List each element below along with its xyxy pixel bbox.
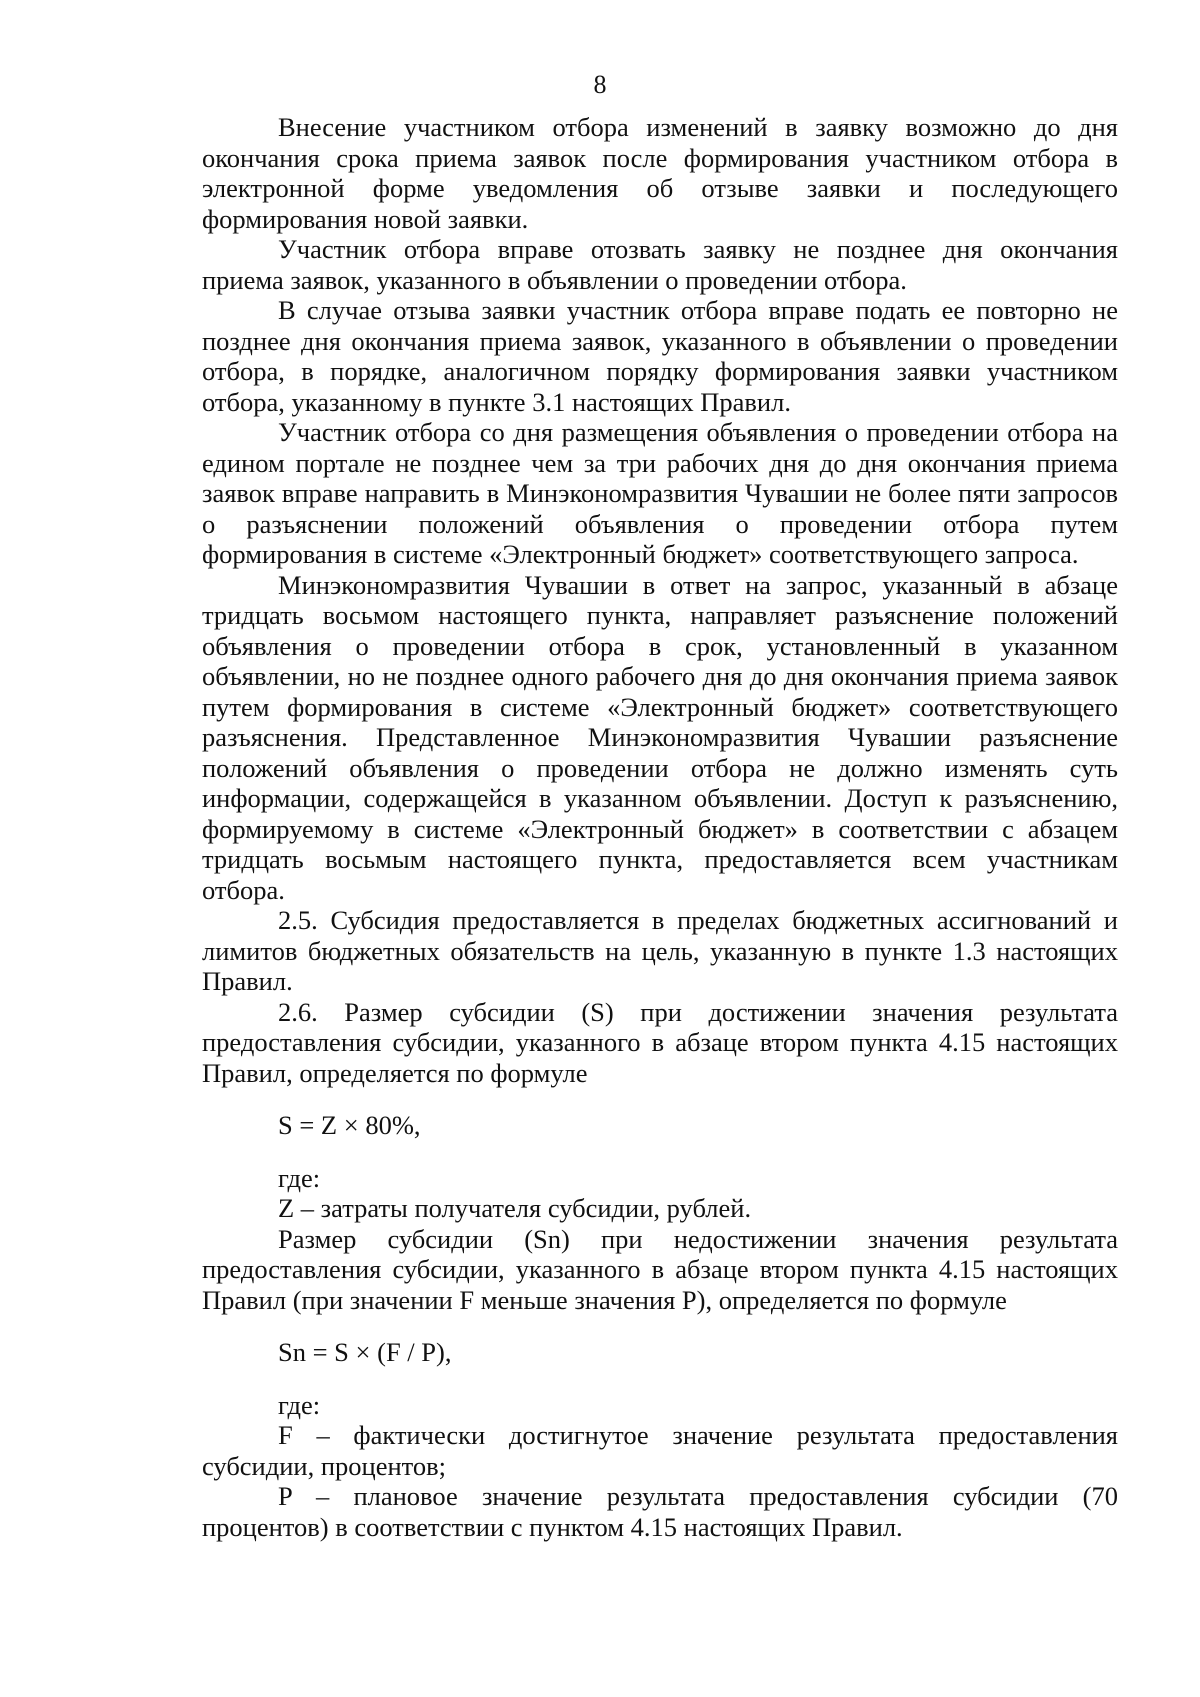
paragraph-2-6: 2.6. Размер субсидии (S) при достижении значения результата предоставления субсидии, указанного в абзаце втором пункта 4.15 настоящих Правил, определяется по формуле [202, 996, 1118, 1088]
where-label-1: где: [278, 1162, 321, 1193]
definition-p: P – плановое значение результата предоставления субсидии (70 процентов) в соответствии с пунктом 4.15 настоящих Правил. [202, 1481, 1118, 1542]
paragraph-sn-size: Размер субсидии (Sn) при недостижении значения результата предоставления субсидии, указанного в абзаце втором пункта 4.15 настоящих Правил (при значении F меньше значения P), определяется по формуле [202, 1223, 1118, 1315]
formula-sn: Sn = S × (F / P), [278, 1337, 452, 1367]
page-number: 8 [593, 70, 607, 99]
definition-f: F – фактически достигнутое значение результата предоставления субсидии, процентов; [202, 1420, 1118, 1481]
document-body [202, 112, 1118, 1542]
paragraph-clarification-requests: Участник отбора со дня размещения объявления о проведении отбора на едином портале не позднее чем за три рабочих дня до дня окончания приема заявок вправе направить в Минэкономразвития Чувашии не более пяти запросов о разъяснении положений объявления о проведении отбора путем формирования в системе «Электронный бюджет» соответствующего запроса. [202, 417, 1118, 569]
paragraph-2-5: 2.5. Субсидия предоставляется в пределах бюджетных ассигнований и лимитов бюджетных обязательств на цель, указанную в пункте 1.3 настоящих Правил. [202, 905, 1118, 996]
formula-s: S = Z × 80%, [278, 1110, 421, 1140]
paragraph-resubmission: В случае отзыва заявки участник отбора вправе подать ее повторно не позднее дня окончания приема заявок, указанного в объявлении о проведении отбора, в порядке, аналогичном порядку формирования заявки участником отбора, указанному в пункте 3.1 настоящих Правил. [202, 295, 1118, 417]
definition-z: Z – затраты получателя субсидии, рублей. [278, 1193, 752, 1223]
where-label-2: где: [278, 1389, 321, 1420]
paragraph-clarification-response: Минэкономразвития Чувашии в ответ на запрос, указанный в абзаце тридцать восьмом настоящего пункта, направляет разъяснение положений объявления о проведении отбора в срок, установленный в указанном объявлении, но не позднее одного рабочего дня до дня окончания приема заявок путем формирования в системе «Электронный бюджет» соответствующего разъяснения. Представленное Минэкономразвития Чувашии разъяснение положений объявления о проведении отбора не должно изменять суть информации, содержащейся в указанном объявлении. Доступ к разъяснению, формируемому в системе «Электронный бюджет» в соответствии с абзацем тридцать восьмым настоящего пункта, предоставляется всем участникам отбора. [202, 569, 1118, 905]
paragraph-application-changes: Внесение участником отбора изменений в заявку возможно до дня окончания срока приема заявок после формирования участником отбора в электронной форме уведомления об отзыве заявки и последующего формирования новой заявки. [202, 112, 1118, 234]
paragraph-withdraw-application: Участник отбора вправе отозвать заявку не позднее дня окончания приема заявок, указанного в объявлении о проведении отбора. [202, 234, 1118, 295]
